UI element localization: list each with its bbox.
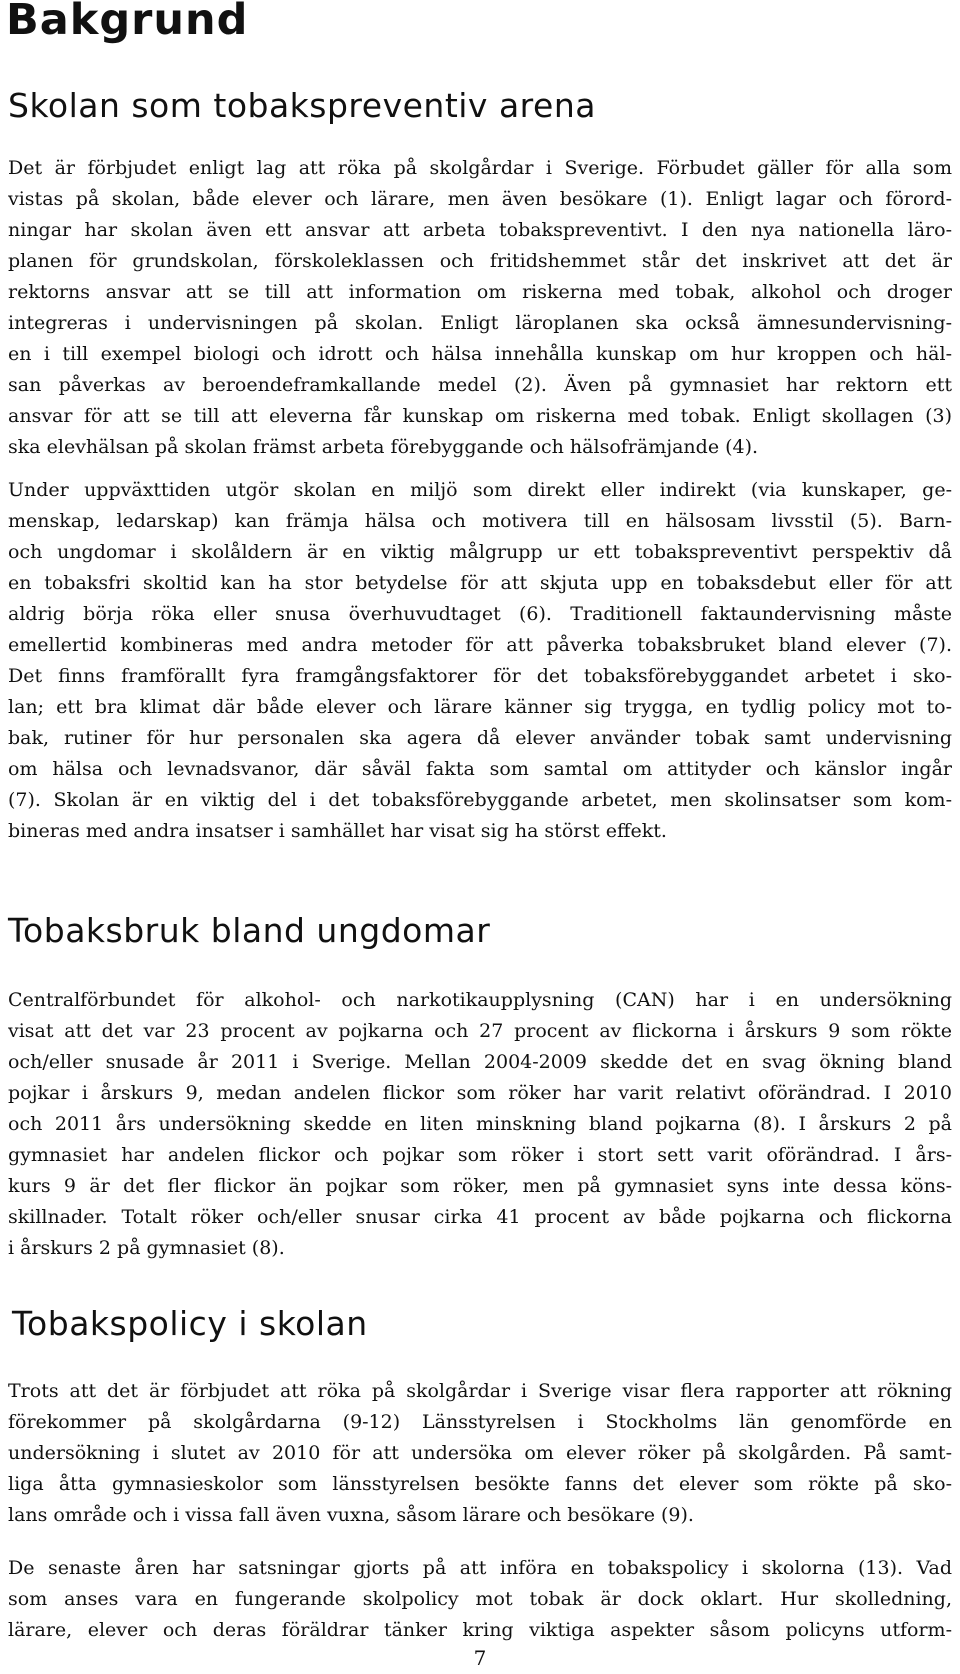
text-line: aldrig börja röka eller snusa överhuvudtaget (6). Traditionell faktaundervisning måste xyxy=(8,603,952,625)
text-line: rektorns ansvar att se till att information om riskerna med tobak, alkohol och droger xyxy=(8,281,952,303)
text-line: lärare, elever och deras föräldrar tänker kring viktiga aspekter såsom policyns utform- xyxy=(8,1619,952,1641)
text-line: planen för grundskolan, förskoleklassen och fritidshemmet står det inskrivet att det är xyxy=(8,250,952,272)
text-line: lan; ett bra klimat där både elever och lärare känner sig trygga, en tydlig policy mot to- xyxy=(8,696,952,718)
text-line: förekommer på skolgårdarna (9-12) Länsstyrelsen i Stockholms län genomförde en xyxy=(8,1411,952,1433)
page-number: 7 xyxy=(473,1646,487,1670)
paragraph-tobakspolicy-2 xyxy=(8,1553,952,1646)
text-line: och/eller snusade år 2011 i Sverige. Mellan 2004-2009 skedde det en svag ökning bland xyxy=(8,1051,952,1073)
paragraph-skolan-2 xyxy=(8,475,952,847)
text-line: Det är förbjudet enligt lag att röka på skolgårdar i Sverige. Förbudet gäller för alla som xyxy=(8,157,952,179)
text-line: och 2011 års undersökning skedde en liten minskning bland pojkarna (8). I årskurs 2 på xyxy=(8,1113,952,1135)
text-line: som anses vara en fungerande skolpolicy mot tobak är dock oklart. Hur skolledning, xyxy=(8,1588,952,1610)
text-line: Det finns framförallt fyra framgångsfaktorer för det tobaksförebyggandet arbetet i sko- xyxy=(8,665,952,687)
text-line: ningar har skolan även ett ansvar att arbeta tobakspreventivt. I den nya nationella läro- xyxy=(8,219,952,241)
text-line: lans område och i vissa fall även vuxna, såsom lärare och besökare (9). xyxy=(8,1504,694,1526)
text-line: Centralförbundet för alkohol- och narkotikaupplysning (CAN) har i en undersökning xyxy=(8,989,952,1011)
text-line: integreras i undervisningen på skolan. Enligt läroplanen ska också ämnesundervisning- xyxy=(8,312,952,334)
text-line: vistas på skolan, både elever och lärare, men även besökare (1). Enligt lagar och förord- xyxy=(8,188,952,210)
text-line: i årskurs 2 på gymnasiet (8). xyxy=(8,1237,285,1259)
text-line: en tobaksfri skoltid kan ha stor betydelse för att skjuta upp en tobaksdebut eller för att xyxy=(8,572,952,594)
text-line: emellertid kombineras med andra metoder för att påverka tobaksbruket bland elever (7). xyxy=(8,634,952,656)
text-line: ska elevhälsan på skolan främst arbeta förebyggande och hälsofrämjande (4). xyxy=(8,436,759,458)
page-title: Bakgrund xyxy=(6,0,249,45)
text-line: liga åtta gymnasieskolor som länsstyrelsen besökte fanns det elever som rökte på sko- xyxy=(8,1473,952,1495)
text-line: visat att det var 23 procent av pojkarna och 27 procent av flickorna i årskurs 9 som rökte xyxy=(8,1020,952,1042)
text-line: san påverkas av beroendeframkallande medel (2). Även på gymnasiet har rektorn ett xyxy=(8,374,952,396)
section-heading-tobaksbruk: Tobaksbruk bland ungdomar xyxy=(8,911,491,950)
paragraph-skolan-1 xyxy=(8,153,952,463)
text-line: undersökning i slutet av 2010 för att undersöka om elever röker på skolgården. På samt- xyxy=(8,1442,952,1464)
text-line: De senaste åren har satsningar gjorts på att införa en tobakspolicy i skolorna (13). Vad xyxy=(8,1557,952,1579)
text-line: gymnasiet har andelen flickor och pojkar som röker i stort sett varit oförändrad. I års- xyxy=(8,1144,952,1166)
text-line: (7). Skolan är en viktig del i det tobaksförebyggande arbetet, men skolinsatser som kom- xyxy=(8,789,952,811)
text-line: Under uppväxttiden utgör skolan en miljö som direkt eller indirekt (via kunskaper, ge- xyxy=(8,479,952,501)
text-line: skillnader. Totalt röker och/eller snusar cirka 41 procent av både pojkarna och flickorna xyxy=(8,1206,952,1228)
text-line: bak, rutiner för hur personalen ska agera då elever använder tobak samt undervisning xyxy=(8,727,952,749)
text-line: ansvar för att se till att eleverna får kunskap om riskerna med tobak. Enligt skollagen (3) xyxy=(8,405,952,427)
text-line: om hälsa och levnadsvanor, där såväl fakta som samtal om attityder och känslor ingår xyxy=(8,758,952,780)
text-line: kurs 9 är det fler flickor än pojkar som röker, men på gymnasiet syns inte dessa köns- xyxy=(8,1175,952,1197)
text-line: och ungdomar i skolåldern är en viktig målgrupp ur ett tobakspreventivt perspektiv då xyxy=(8,541,952,563)
paragraph-tobakspolicy-1 xyxy=(8,1376,952,1531)
text-line: pojkar i årskurs 9, medan andelen flickor som röker har varit relativt oförändrad. I 2010 xyxy=(8,1082,952,1104)
text-line: Trots att det är förbjudet att röka på skolgårdar i Sverige visar flera rapporter att rökning xyxy=(8,1380,952,1402)
text-line: en i till exempel biologi och idrott och hälsa innehålla kunskap om hur kroppen och häl- xyxy=(8,343,952,365)
paragraph-tobaksbruk-1 xyxy=(8,985,952,1264)
section-heading-tobakspolicy: Tobakspolicy i skolan xyxy=(12,1304,368,1343)
text-line: menskap, ledarskap) kan främja hälsa och motivera till en hälsosam livsstil (5). Barn- xyxy=(8,510,952,532)
text-line: bineras med andra insatser i samhället har visat sig ha störst effekt. xyxy=(8,820,667,842)
section-heading-skolan: Skolan som tobakspreventiv arena xyxy=(8,86,596,125)
